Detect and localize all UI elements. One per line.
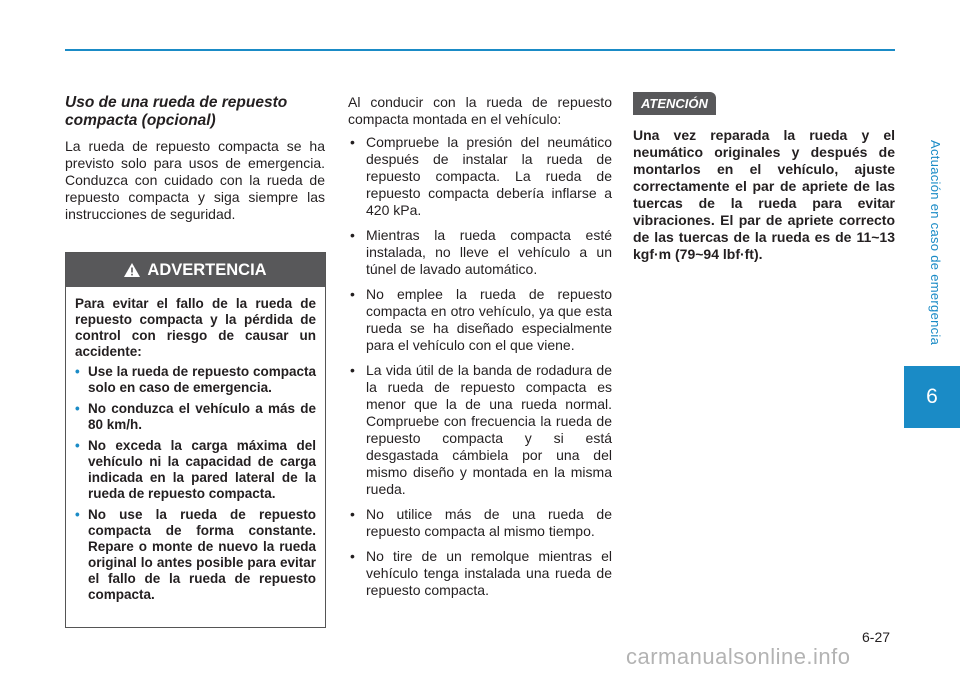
chapter-side-title: Actuación en caso de emergencia bbox=[928, 140, 943, 346]
header-rule bbox=[65, 49, 895, 51]
bullet-icon: • bbox=[75, 364, 80, 379]
page-number: 6-27 bbox=[862, 629, 891, 645]
bullet-icon: • bbox=[350, 286, 355, 302]
left-column bbox=[65, 94, 325, 223]
warning-triangle-icon bbox=[124, 263, 140, 277]
list-item: • No tire de un remolque mientras el vehículo tenga instalada una rueda de repuesto compacta. bbox=[350, 548, 612, 598]
warning-item: • No use la rueda de repuesto compacta de forma constante. Repare o monte de nuevo la rueda original lo antes posible para evitar el fallo de la rueda de repuesto compacta. bbox=[75, 507, 316, 602]
warning-list bbox=[75, 364, 316, 603]
bullet-icon: • bbox=[75, 401, 80, 416]
middle-list bbox=[348, 134, 612, 599]
list-item: • Mientras la rueda compacta esté instalada, no lleve el vehículo a un túnel de lavado automático. bbox=[350, 227, 612, 277]
bullet-icon: • bbox=[350, 134, 355, 150]
warning-box bbox=[65, 252, 326, 628]
chapter-tab[interactable]: 6 bbox=[904, 366, 960, 428]
bullet-icon: • bbox=[350, 548, 355, 564]
watermark: carmanualsonline.info bbox=[626, 644, 851, 669]
section-intro: La rueda de repuesto compacta se ha previsto solo para usos de emergencia. Conduzca con cuidado con la rueda de repuesto compacta y siga siempre las instrucciones de seguridad. bbox=[65, 138, 325, 222]
caution-label: ATENCIÓN bbox=[633, 92, 716, 115]
bullet-icon: • bbox=[75, 507, 80, 522]
caution-text: Una vez reparada la rueda y el neumático originales y después de montarlos en el vehículo, ajuste correctamente el par de apriete de las tuercas de la rueda para evitar vibraciones. El par de apriete correcto de las tuercas de la rueda es de 11~13 kgf·m (79~94 lbf·ft). bbox=[633, 127, 895, 262]
warning-item: • Use la rueda de repuesto compacta solo en caso de emergencia. bbox=[75, 364, 316, 395]
list-item: • No utilice más de una rueda de repuesto compacta al mismo tiempo. bbox=[350, 506, 612, 539]
list-item: • Compruebe la presión del neumático después de instalar la rueda de repuesto compacta. La rueda de repuesto compacta debería inflarse a 420 kPa. bbox=[350, 134, 612, 218]
warning-header bbox=[66, 253, 325, 287]
bullet-icon: • bbox=[350, 506, 355, 522]
middle-intro: Al conducir con la rueda de repuesto compacta montada en el vehículo: bbox=[348, 94, 612, 127]
bullet-icon: • bbox=[350, 362, 355, 378]
warning-body bbox=[66, 287, 325, 603]
warning-title: ADVERTENCIA bbox=[147, 260, 267, 279]
warning-lead: Para evitar el fallo de la rueda de repuesto compacta y la pérdida de control con riesgo de causar un accidente: bbox=[75, 296, 316, 359]
list-item: • No emplee la rueda de repuesto compacta en otro vehículo, ya que esta rueda se ha diseñado especialmente para el vehículo con el que viene. bbox=[350, 286, 612, 353]
warning-item: • No exceda la carga máxima del vehículo ni la capacidad de carga indicada en la pared lateral de la rueda de repuesto compacta. bbox=[75, 438, 316, 501]
bullet-icon: • bbox=[350, 227, 355, 243]
section-title: Uso de una rueda de repuesto compacta (opcional) bbox=[65, 94, 288, 129]
list-item: • La vida útil de la banda de rodadura de la rueda de repuesto compacta es menor que la de una rueda normal. Compruebe con frecuencia la rueda de repuesto compacta y si está desgastada cámbiela por una del mismo diseño y montada en la misma rueda. bbox=[350, 362, 612, 497]
right-column bbox=[633, 92, 895, 263]
warning-item: • No conduzca el vehículo a más de 80 km/h. bbox=[75, 401, 316, 432]
bullet-icon: • bbox=[75, 438, 80, 453]
middle-column bbox=[348, 94, 612, 607]
